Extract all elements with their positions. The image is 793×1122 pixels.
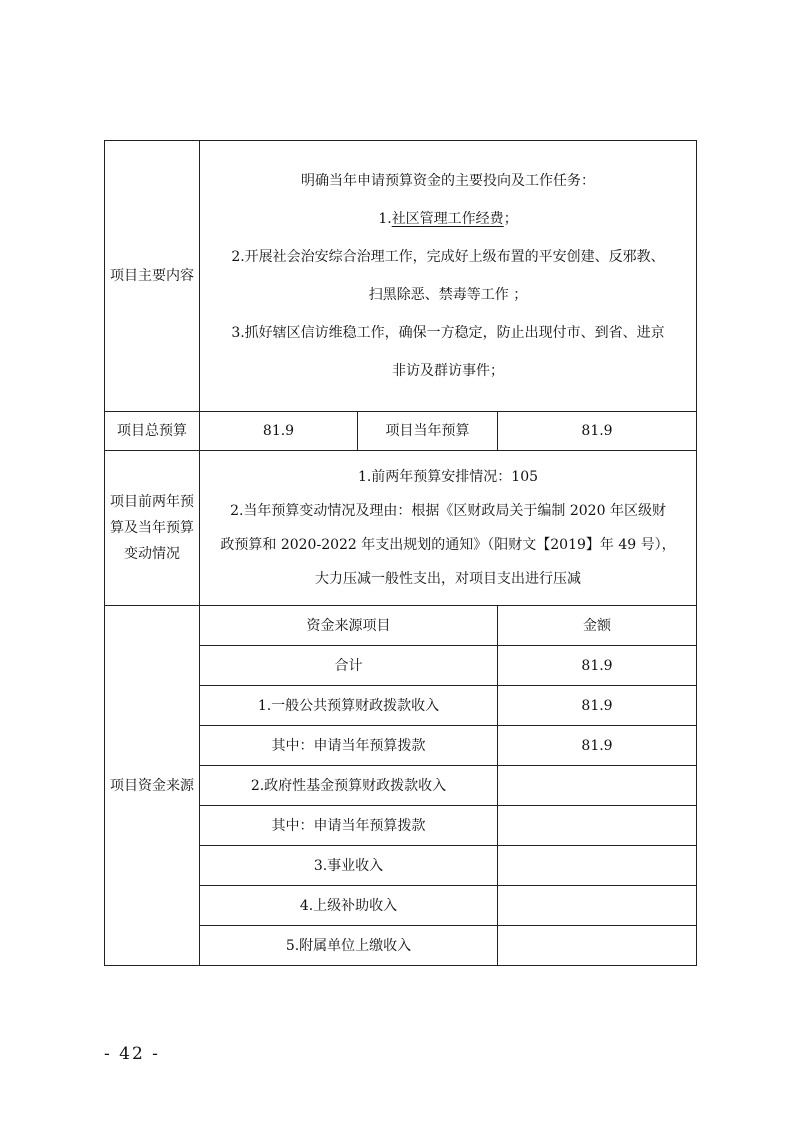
funding-label-text: 项目资金来源 xyxy=(110,777,194,794)
funding-item: 3.事业收入 xyxy=(200,846,498,886)
content-line: 扫黑除恶、禁毒等工作 ； xyxy=(368,287,528,303)
content-line-item-1-underlined: 社区管理工作经费 xyxy=(391,211,504,227)
content-line: 非访及群访事件； xyxy=(392,363,504,379)
total-budget-label: 项目总预算 xyxy=(105,412,200,451)
previous-label xyxy=(105,451,200,606)
content-line: 3.抓好辖区信访维稳工作，确保一方稳定，防止出现付市、到省、进京 xyxy=(231,325,665,341)
funding-amount xyxy=(498,766,697,806)
previous-row xyxy=(105,451,697,606)
funding-amount xyxy=(498,886,697,926)
previous-line: 2.当年预算变动情况及理由：根据《区财政局关于编制 2020 年区级财 xyxy=(230,503,666,519)
content-line: 2.开展社会治安综合治理工作，完成好上级布置的平安创建、反邪教、 xyxy=(231,249,665,265)
page-number: - 42 - xyxy=(104,1044,160,1064)
funding-header-row xyxy=(105,606,697,646)
funding-header-item: 资金来源项目 xyxy=(200,606,498,646)
funding-item: 合计 xyxy=(200,646,498,686)
previous-line: 政预算和 2020-2022 年支出规划的通知》（阳财文【2019】年 49 号）， xyxy=(220,537,676,553)
content-label xyxy=(105,141,200,412)
content-line-item-1-suffix: ； xyxy=(503,211,518,227)
funding-item: 5.附属单位上缴收入 xyxy=(200,926,498,966)
funding-item: 其中：申请当年预算拨款 xyxy=(200,726,498,766)
previous-label-text: 项目前两年预算及当年预算变动情况 xyxy=(110,494,194,562)
previous-line: 1.前两年预算安排情况：105 xyxy=(357,469,539,485)
funding-item: 2.政府性基金预算财政拨款收入 xyxy=(200,766,498,806)
project-budget-table xyxy=(104,140,697,966)
content-cell xyxy=(200,141,697,412)
current-budget-value: 81.9 xyxy=(498,412,697,451)
content-line-item-1-prefix: 1. xyxy=(378,211,392,227)
content-label-text: 项目主要内容 xyxy=(110,268,194,284)
funding-header-amount: 金额 xyxy=(498,606,697,646)
total-budget-value: 81.9 xyxy=(200,412,358,451)
funding-item: 其中：申请当年预算拨款 xyxy=(200,806,498,846)
funding-amount: 81.9 xyxy=(498,646,697,686)
previous-cell xyxy=(200,451,697,606)
funding-label xyxy=(105,606,200,966)
content-line-item-1 xyxy=(200,200,696,238)
previous-line: 大力压减一般性支出，对项目支出进行压减 xyxy=(315,571,581,587)
funding-amount xyxy=(498,806,697,846)
content-row xyxy=(105,141,697,412)
funding-amount: 81.9 xyxy=(498,686,697,726)
funding-amount: 81.9 xyxy=(498,726,697,766)
funding-item: 4.上级补助收入 xyxy=(200,886,498,926)
funding-item: 1.一般公共预算财政拨款收入 xyxy=(200,686,498,726)
current-budget-label: 项目当年预算 xyxy=(358,412,498,451)
content-line: 明确当年申请预算资金的主要投向及工作任务： xyxy=(301,173,595,189)
funding-amount xyxy=(498,926,697,966)
budget-row xyxy=(105,412,697,451)
funding-amount xyxy=(498,846,697,886)
